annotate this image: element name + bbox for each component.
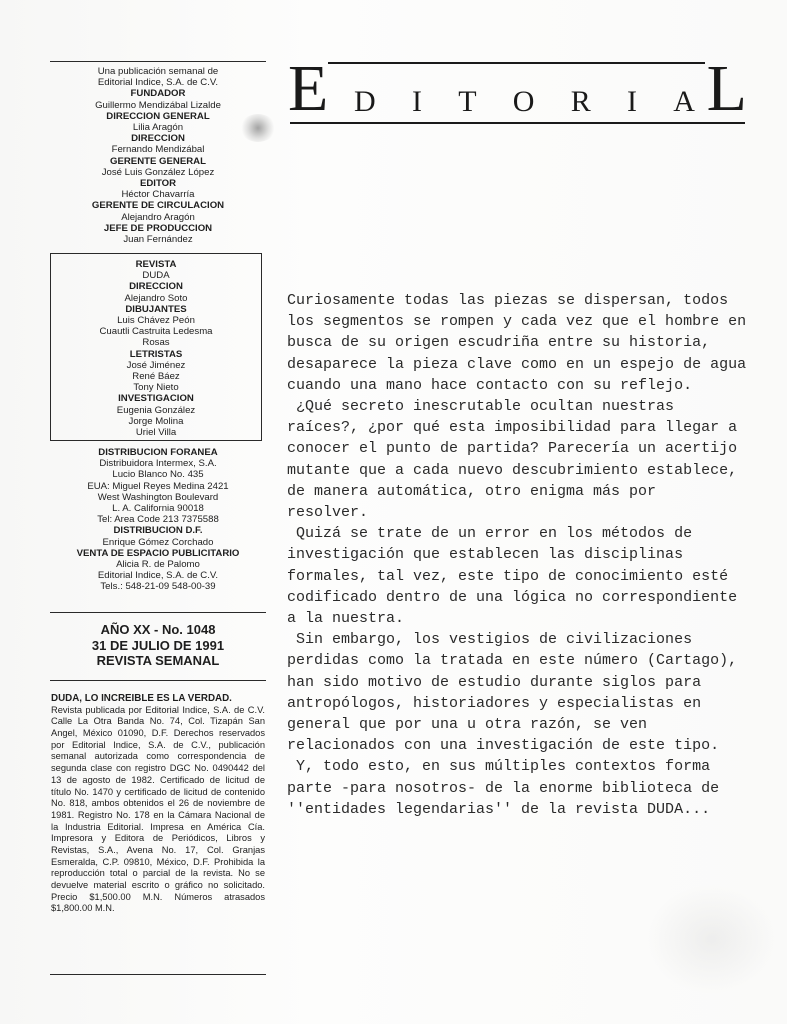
article-line: desaparece la pieza clave como en un espejo de agua (287, 355, 747, 373)
staff-line: José Jiménez (126, 359, 186, 371)
staff-line: Cuautli Castruita Ledesma (99, 326, 213, 338)
staff-line: Uriel Villa (135, 427, 177, 439)
credits-top-rule (50, 61, 266, 62)
issue-top-rule (50, 612, 266, 613)
article-line: resolver. (287, 504, 369, 522)
issue-info (50, 622, 266, 669)
credit-heading: DIRECCION (131, 133, 185, 145)
distribution-credits (50, 447, 266, 593)
article-line: formales, tal vez, este tipo de conocimiento esté (287, 567, 729, 585)
legal-bottom-rule (50, 974, 266, 975)
article-line: antropólogos, historiadores y especialistas en (287, 694, 702, 712)
distribution-heading: DISTRIBUCION FORANEA (98, 447, 218, 458)
staff-line: Eugenia González (116, 404, 196, 416)
distribution-line: Enrique Gómez Corchado (102, 536, 214, 548)
article-line: han sido motivo de estudio durante siglos para (287, 673, 702, 691)
article-line: conocer el punto de partida? Parecería un acertijo (287, 440, 738, 458)
distribution-heading: VENTA DE ESPACIO PUBLICITARIO (76, 547, 240, 559)
title-letter: I (627, 85, 638, 118)
editorial-title (288, 52, 747, 128)
distribution-line: West Washington Boulevard (97, 491, 219, 503)
article-line: a la nuestra. (287, 610, 405, 628)
distribution-heading: DISTRIBUCION D.F. (113, 525, 203, 537)
article-line: investigación que establecen las disciplinas (287, 546, 684, 564)
staff-heading: REVISTA (135, 259, 177, 270)
distribution-line: Editorial Indice, S.A. de C.V. (97, 570, 219, 582)
issue-bottom-rule (50, 680, 266, 681)
article-line: codificado dentro de una lógica no correspondiente (287, 588, 738, 606)
title-letter: D (354, 85, 376, 118)
title-letter: O (512, 85, 535, 118)
credit-heading: GERENTE GENERAL (110, 155, 206, 167)
staff-line: Alejandro Soto (124, 292, 188, 304)
staff-line: DUDA (142, 270, 170, 282)
show-through-ghost (647, 884, 777, 994)
staff-heading: INVESTIGACION (118, 393, 194, 405)
credit-line: Alejandro Aragón (121, 211, 195, 223)
distribution-line: Alicia R. de Palomo (116, 559, 200, 571)
article-line: relacionados con una investigación de este tipo. (287, 737, 720, 755)
staff-heading: DIBUJANTES (125, 303, 187, 315)
title-top-rule (328, 62, 705, 64)
staff-line: Jorge Molina (128, 415, 184, 427)
credit-line: Guillermo Mendizábal Lizalde (95, 99, 221, 111)
article-line: de manera automática, otro enigma más por (287, 482, 657, 500)
staff-line: Tony Nieto (133, 382, 179, 394)
article-line: parte -para nosotros- de la enorme biblioteca de (287, 779, 720, 797)
article-line: Curiosamente todas las piezas se dispersan, todos (287, 292, 729, 309)
staff-line: Rosas (142, 337, 170, 349)
masthead-credits (50, 66, 266, 245)
revista-staff-box (50, 253, 262, 441)
distribution-line: Tels.: 548-21-09 548-00-39 (100, 581, 216, 593)
staff-heading: LETRISTAS (129, 348, 183, 360)
credit-line: José Luis González López (101, 166, 215, 178)
legal-body: Revista publicada por Editorial Indice, S.A. de C.V. Calle La Otra Banda No. 74, Col. Tizapán San Angel, México 01090, D.F. Derechos reservados por Editorial Indice, S.A. de C.V., publicación semanal autorizada como correspondencia de segunda clase con registro DGC No. 0490442 del 13 de agosto de 1982. Certificado de licitud de título No. 1470 y certificado de licitud de contenido No. 818, ambos obtenidos el 26 de noviembre de 1981. Registro No. 178 en la Cámara Nacional de la Industria Editorial. Impresa en América Cía. Impresora y Editora de Periódicos, Libros y Revistas, S.A., Avena No. 17, Col. Granjas Esmeralda, C.P. 09810, México, D.F. Prohibida la reproducción total o parcial de la revista. No se devuelve material escrito o gráfico no solicitado. Precio $1,500.00 M.N. Números atrasados $1,800.00 M.N. (51, 704, 265, 914)
credit-line: Una publicación semanal de (97, 66, 219, 77)
credit-heading: DIRECCION GENERAL (106, 110, 210, 122)
article-line: perdidas como la tratada en este número (Cartago), (287, 652, 738, 670)
article-line: Quizá se trate de un error en los métodos de (287, 525, 693, 543)
legal-title: DUDA, LO INCREIBLE ES LA VERDAD. (51, 693, 232, 704)
legal-notice (51, 693, 265, 915)
distribution-line: Tel: Area Code 213 7375588 (97, 514, 219, 526)
distribution-line: EUA: Miguel Reyes Medina 2421 (87, 480, 229, 492)
article-line: ''entidades legendarias'' de la revista DUDA... (287, 800, 711, 818)
title-letter: T (458, 85, 477, 118)
title-middle-letters (354, 86, 695, 118)
distribution-line: L. A. California 90018 (112, 503, 204, 515)
staff-line: Luis Chávez Peón (117, 315, 195, 327)
title-final-letter: L (706, 52, 747, 125)
title-letter: R (570, 85, 591, 118)
credit-line: Editorial Indice, S.A. de C.V. (97, 77, 219, 89)
credit-heading: EDITOR (139, 178, 177, 190)
article-line: cuando una mano hace contacto con su reflejo. (287, 376, 693, 394)
article-line: raíces?, ¿por qué esta imposibilidad para llegar a (287, 419, 738, 437)
credit-heading: FUNDADOR (130, 88, 186, 100)
title-bottom-rule (290, 122, 745, 124)
credit-line: Fernando Mendizábal (111, 144, 205, 156)
issue-frequency: REVISTA SEMANAL (96, 653, 220, 668)
title-letter: I (411, 85, 422, 118)
title-letter: A (673, 85, 695, 118)
credit-heading: GERENTE DE CIRCULACION (91, 200, 225, 212)
article-line: mutante que a cada nuevo descubrimiento establece, (287, 461, 738, 479)
title-initial-letter: E (288, 52, 329, 125)
staff-heading: DIRECCION (129, 281, 183, 293)
article-line: los segmentos se rompen y cada vez que el hombre en (287, 313, 747, 331)
issue-number: AÑO XX - No. 1048 (100, 622, 216, 637)
article-line: busca de su origen escudriña entre su historia, (287, 334, 711, 352)
article-line: general que por una u otra razón, se ven (287, 716, 648, 734)
article-line: ¿Qué secreto inescrutable ocultan nuestras (287, 398, 675, 416)
credit-line: Héctor Chavarría (121, 189, 195, 201)
credit-heading: JEFE DE PRODUCCION (103, 222, 213, 234)
distribution-line: Distribuidora Intermex, S.A. (99, 458, 217, 470)
credit-line: Lilia Aragón (132, 122, 184, 134)
issue-date: 31 DE JULIO DE 1991 (91, 637, 225, 653)
editorial-body (287, 290, 747, 820)
distribution-line: Lucio Blanco No. 435 (112, 469, 204, 481)
article-line: Sin embargo, los vestigios de civilizaciones (287, 631, 693, 649)
staff-line: René Báez (132, 371, 180, 383)
article-line: Y, todo esto, en sus múltiples contextos forma (287, 758, 711, 776)
credit-line: Juan Fernández (123, 234, 193, 246)
